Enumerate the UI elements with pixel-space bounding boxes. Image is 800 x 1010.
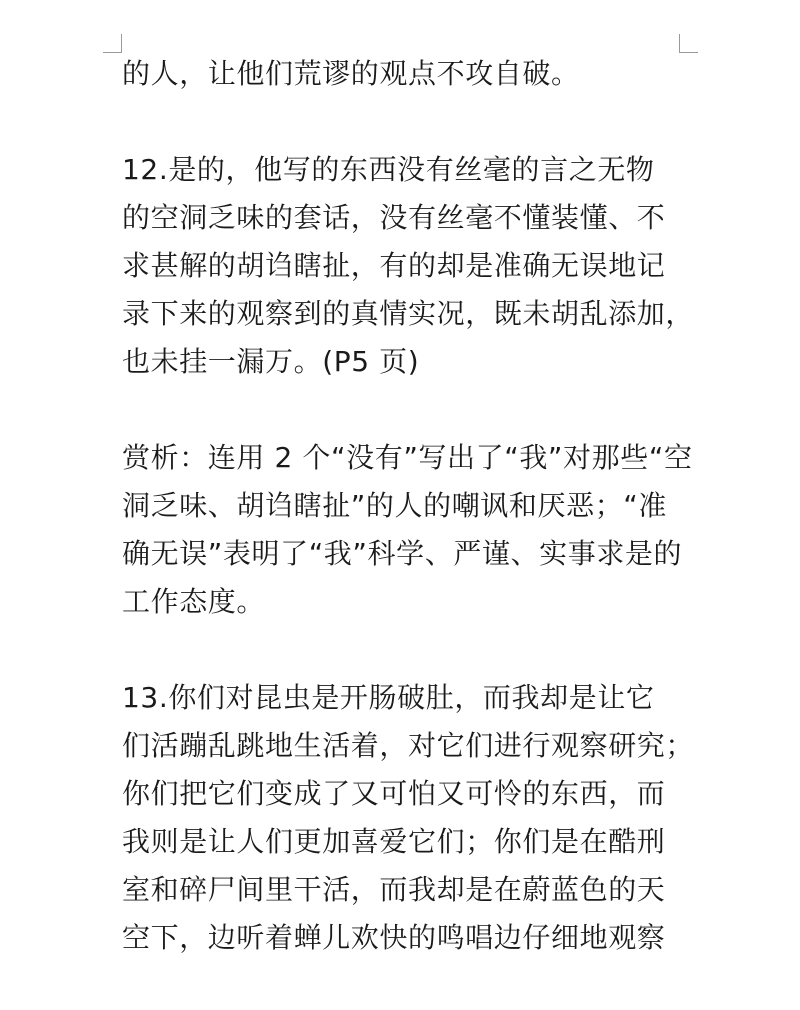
text-line: 我则是让人们更加喜爱它们；你们是在酷刑: [122, 825, 666, 858]
top-left-margin-mark: [103, 34, 122, 53]
paragraph: [122, 50, 700, 98]
text-line: 室和碎尸间里干活，而我却是在蔚蓝色的天: [122, 873, 666, 906]
text-line: 12.是的，他写的东西没有丝毫的言之无物: [122, 153, 655, 186]
text-line: 录下来的观察到的真情实况，既未胡乱添加，: [122, 297, 695, 330]
document-body: [122, 50, 700, 1010]
text-line: 13.你们对昆虫是开肠破肚，而我却是让它: [122, 681, 655, 714]
text-line: 你们把它们变成了又可怕又可怜的东西，而: [122, 777, 666, 810]
text-line: 的人，让他们荒谬的观点不攻自破。: [122, 57, 580, 90]
text-line: 求甚解的胡诌瞎扯，有的却是准确无误地记: [122, 249, 666, 282]
paragraph: [122, 674, 700, 962]
text-line: 们活蹦乱跳地生活着，对它们进行观察研究；: [122, 729, 695, 762]
text-line: 确无误”表明了“我”科学、严谨、实事求是的: [122, 537, 683, 570]
paragraph: [122, 434, 700, 626]
text-line: 赏析：连用 2 个“没有”写出了“我”对那些“空: [122, 441, 693, 474]
text-line: 工作态度。: [122, 585, 266, 618]
text-line: 空下，边听着蝉儿欢快的鸣唱边仔细地观察: [122, 921, 666, 954]
text-line: 也未挂一漏万。(P5 页): [122, 345, 420, 378]
text-line: 洞乏味、胡诌瞎扯”的人的嘲讽和厌恶；“准: [122, 489, 668, 522]
text-line: 的空洞乏味的套话，没有丝毫不懂装懂、不: [122, 201, 666, 234]
paragraph: [122, 146, 700, 386]
